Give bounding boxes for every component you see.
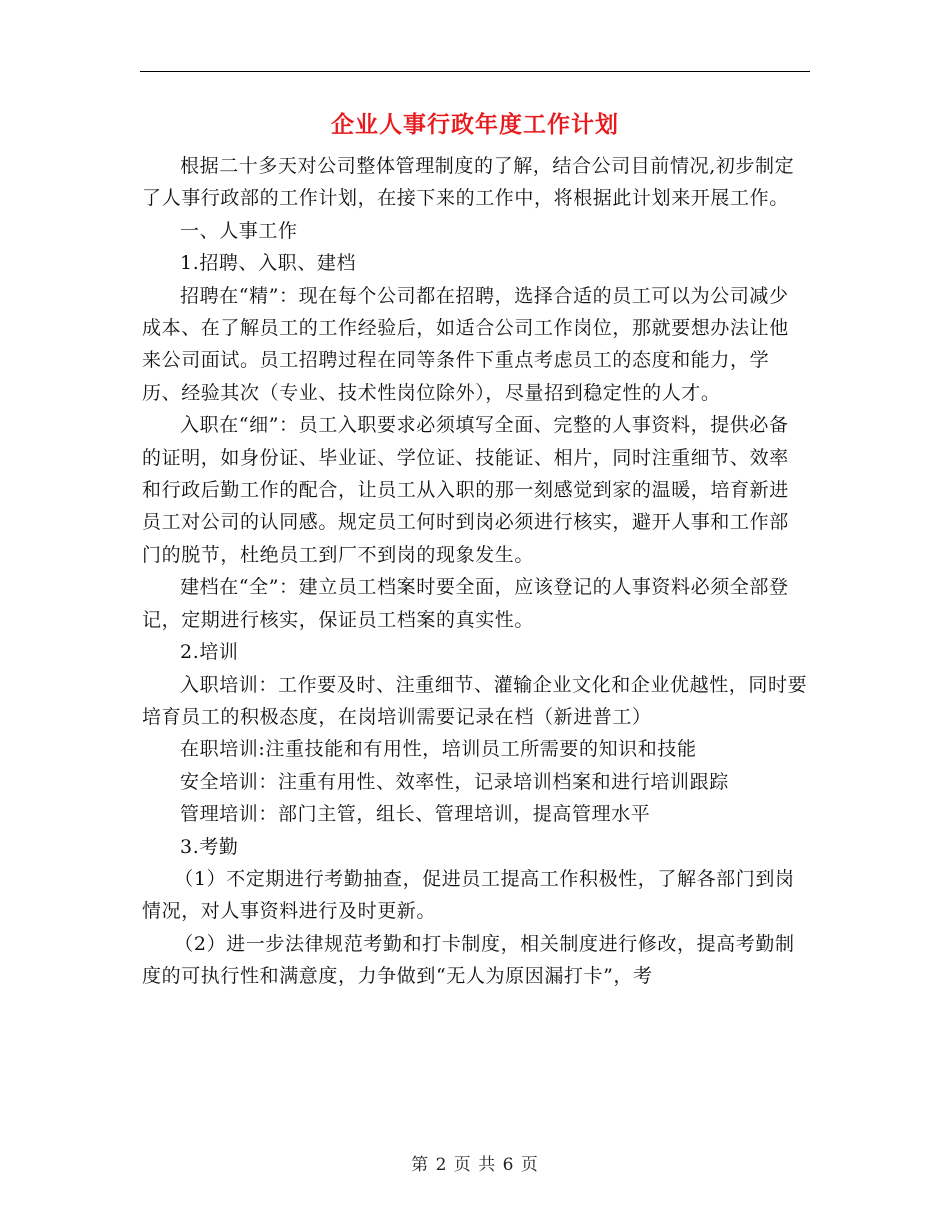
document-title: 企业人事行政年度工作计划 <box>331 111 619 138</box>
page-footer: 第 2 页 共 6 页 <box>411 1155 539 1175</box>
header-rule <box>140 71 810 72</box>
subsection-heading-attendance: 3.考勤 <box>180 835 239 858</box>
subsection-heading-training: 2.培训 <box>180 641 239 664</box>
paragraph-recruit: 招聘在“精”：现在每个公司都在招聘，选择合适的员工可以为公司减少成本、在了解员工的工作经验后，如适合公司工作岗位，那就要想办法让他来公司面试。员工招聘过程在同等条件下重点考虑员工的态度和能力，学历、经验其次（专业、技术性岗位除外），尽量招到稳定性的人才。 <box>142 284 789 404</box>
paragraph-attendance-1: （1）不定期进行考勤抽查，促进员工提高工作积极性，了解各部门到岗情况，对人事资料进行及时更新。 <box>142 867 795 923</box>
section-heading-hr: 一、人事工作 <box>180 219 298 242</box>
intro-paragraph: 根据二十多天对公司整体管理制度的了解，结合公司目前情况,初步制定了人事行政部的工作计划，在接下来的工作中，将根据此计划来开展工作。 <box>142 155 795 210</box>
subsection-heading-recruit: 1.招聘、入职、建档 <box>180 252 357 275</box>
paragraph-onboarding: 入职在“细”：员工入职要求必须填写全面、完整的人事资料，提供必备的证明，如身份证、毕业证、学位证、技能证、相片，同时注重细节、效率和行政后勤工作的配合，让员工从入职的那一刻感觉到家的温暖，培育新进员工对公司的认同感。规定员工何时到岗必须进行核实，避开人事和工作部门的脱节，杜绝员工到厂不到岗的现象发生。 <box>142 414 789 566</box>
paragraph-onboarding-training: 入职培训：工作要及时、注重细节、灌输企业文化和企业优越性，同时要培育员工的积极态度，在岗培训需要记录在档（新进普工） <box>142 673 808 728</box>
paragraph-onjob-training: 在职培训:注重技能和有用性，培训员工所需要的知识和技能 <box>180 738 697 761</box>
paragraph-safety-training: 安全培训：注重有用性、效率性，记录培训档案和进行培训跟踪 <box>180 770 729 793</box>
paragraph-management-training: 管理培训：部门主管，组长、管理培训，提高管理水平 <box>180 803 651 826</box>
document-body <box>142 150 808 993</box>
paragraph-archive: 建档在“全”：建立员工档案时要全面，应该登记的人事资料必须全部登记，定期进行核实，保证员工档案的真实性。 <box>142 576 789 631</box>
paragraph-attendance-2: （2）进一步法律规范考勤和打卡制度，相关制度进行修改，提高考勤制度的可执行性和满意度，力争做到“无人为原因漏打卡”，考 <box>142 932 795 988</box>
